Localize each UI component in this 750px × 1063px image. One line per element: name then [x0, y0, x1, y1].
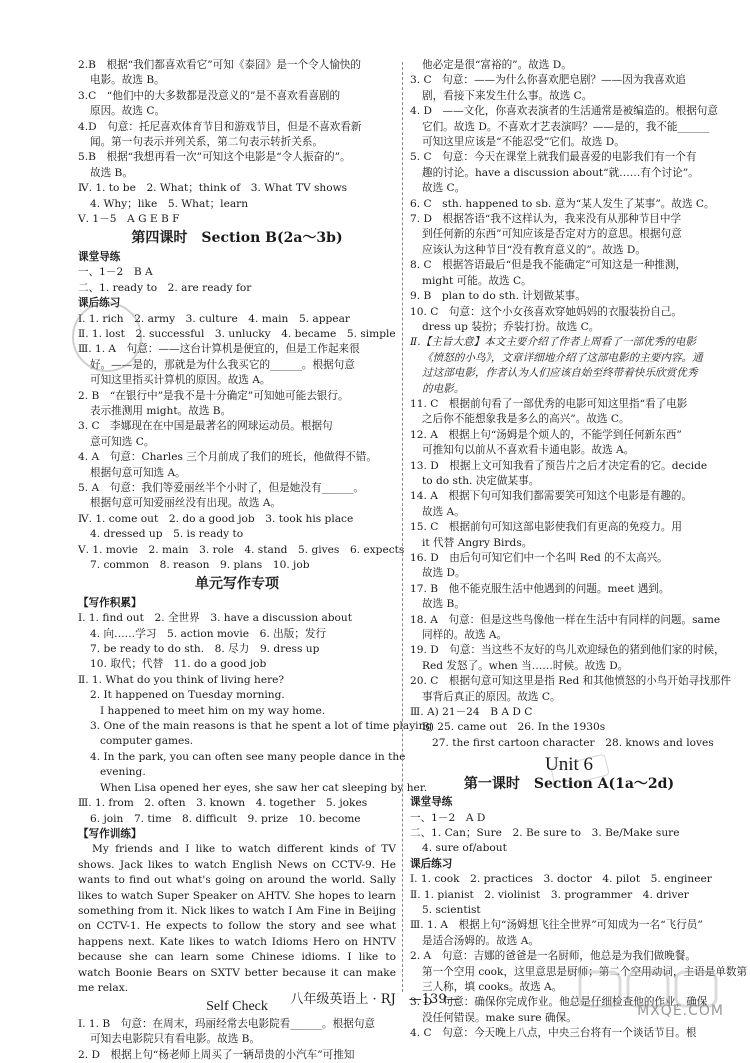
answer-line: 【写作训练】 — [78, 827, 142, 840]
answer-line: 闻。第一句表示并列关系，第二句表示转折关系。 — [90, 136, 324, 149]
answer-line: 4. D ——文化，你喜欢表演者的生活通常是被编造的。根据句意 — [410, 105, 718, 118]
answer-line: 【写作积累】 — [78, 596, 142, 609]
answer-line: 应该认为这种节目“没有教育意义的”。故选 D。 — [422, 243, 646, 256]
writing-essay — [78, 842, 396, 996]
answer-line: 3. C 李娜现在在中国是最著名的网球运动员。根据句 — [78, 420, 333, 433]
answer-line: 原因。故选 C。 — [90, 105, 166, 118]
answer-line: Ⅴ. 1. movie 2. main 3. role 4. stand 5. gives 6. expects — [78, 543, 405, 556]
self-check-lines — [78, 1017, 396, 1063]
answer-line: 课后练习 — [78, 297, 121, 310]
page-footer: 八年级英语上 · RJ —139— — [290, 992, 460, 1007]
answer-line: Ⅳ. 1. to be 2. What；think of 3. What TV shows — [78, 182, 348, 195]
answer-line: 4. sure of/about — [422, 842, 507, 855]
answer-line: 过这部电影，作者认为人们应该自始至终带着快乐欣赏优秀 — [422, 367, 698, 380]
answer-line: Ⅱ. 1. What do you think of living here? — [78, 673, 285, 686]
answer-line: 第一个空用 cook，这里意思是厨师；第二个空用动词，主语是单数第 — [422, 965, 748, 978]
answer-line: 的电影。 — [422, 382, 465, 395]
answer-line: When Lisa opened her eyes, she saw her cat sleeping by her. — [100, 781, 428, 794]
answer-line: 2. B “在银行中”是我不是十分确定”可知她可能去银行。 — [78, 389, 349, 402]
answer-line: 4. 向……学习 5. action movie 6. 出版；发行 — [90, 627, 327, 640]
answer-line: 12. A 根据上句“汤姆是个烦人的，不能学到任何新东西” — [410, 428, 682, 441]
answer-line: might 可能。故选 C。 — [422, 274, 532, 287]
answer-line: 课堂导练 — [78, 250, 121, 263]
answer-line: computer games. — [100, 735, 194, 748]
answer-line: 没任何错误。make sure 确保。 — [422, 1011, 577, 1024]
answer-line: 4. dressed up 5. is ready to — [90, 528, 244, 541]
watermark-text: MXQE.COM — [637, 1003, 724, 1019]
column-divider — [402, 62, 403, 992]
unit-title: Unit 6 — [544, 754, 594, 776]
answer-line: 6. C sth. happened to sb. 意为“某人发生了某事”。故选 C。 — [410, 197, 715, 210]
answer-line: 5.B 根据“我想再看一次”可知这个电影是“令人振奋的”。 — [78, 151, 351, 164]
answer-line: 故选 D。 — [422, 567, 466, 580]
answer-line: 3.C “他们中的大多数都是没意义的”是不喜欢看喜剧的 — [78, 89, 341, 102]
answer-line: 9. B plan to do sth. 计划做某事。 — [410, 290, 586, 303]
answer-line: 5. C 句意：今天在课堂上就我们最喜爱的电影我们有一个有 — [410, 151, 697, 164]
answer-line: 19. D 句意：当这些不友好的鸟儿欢迎绿色的猪到他们家的时候， — [410, 644, 725, 657]
answer-line: 可推知句以前从不喜欢看卡通电影。故选 A。 — [422, 444, 635, 457]
answer-line: 可知这里应该是“不能忍受”它们。故选 D。 — [422, 136, 625, 149]
answer-line: 趣的讨论。have a discussion about“就……有个讨论”。 — [422, 166, 699, 179]
answer-line: 好。——是的，那就是为什么我买它的______。根据句意 — [90, 358, 355, 371]
answer-line: 二、1. ready to 2. are ready for — [78, 281, 252, 294]
answer-line: 3. D 句意：确保你完成作业。他总是仔细检查他的作业，确保 — [410, 996, 708, 1009]
answer-line: dress up 装扮；乔装打扮。故选 C。 — [422, 320, 600, 333]
answer-line: 可知这里指买计算机的原因。故选 A。 — [90, 374, 271, 387]
answer-line: 13. D 根据上文可知我看了预告片之后才决定看的它。decide — [410, 459, 708, 472]
answer-line: 20. C 根据句意可知这里是指 Red 和其他愤怒的小鸟开始寻找那件 — [410, 675, 731, 688]
answer-line: 同样的。故选 A。 — [422, 629, 508, 642]
answer-line: I happened to meet him on my way home. — [100, 704, 326, 717]
answer-line: 7. be ready to do sth. 8. 尽力 9. dress up — [90, 643, 320, 656]
answer-line: 事背后真正的原因。故选 C。 — [422, 690, 561, 703]
right-column — [410, 58, 748, 1042]
answer-line: 16. D 由后句可知它们中一个名叫 Red 的不太高兴。 — [410, 552, 668, 564]
answer-line: 可知去电影院只有看电影。故选 B。 — [90, 1033, 261, 1046]
answer-line: 一、1－2 B A — [78, 266, 153, 279]
answer-line: 课后练习 — [410, 857, 453, 870]
answer-line: 15. C 根据前句可知这部电影使我们有更高的免疫力。用 — [410, 521, 682, 534]
answer-line: Red 发怒了。when 当……时候。故选 D。 — [422, 659, 629, 672]
answer-line: 4. C 句意：今天晚上八点，中央三台将有一个谈话节目。根 — [410, 1027, 697, 1040]
answer-line: 电影。故选 B。 — [90, 74, 165, 87]
answer-line: 17. B 他不能克服生活中他遇到的问题。meet 遇到。 — [410, 582, 670, 595]
answer-line: 故选 B。 — [422, 598, 465, 611]
answer-line: Ⅱ.【主旨大意】本文主要介绍了作者上周看了一部优秀的电影 — [410, 336, 697, 349]
answer-line: Ⅰ. 1. cook 2. practices 3. doctor 4. pilot 5. engineer — [410, 873, 712, 886]
answer-line: 5. A 句意：我们等爱丽丝半个小时了，但是她没有______。 — [78, 481, 364, 494]
answer-line: 故选 B。 — [90, 166, 133, 179]
answer-line: Ⅲ. A) 21－24 B A D C — [410, 706, 533, 719]
answer-line: B) 25. came out 26. In the 1930s — [422, 721, 606, 734]
answer-line: 7. D 根据答语“我不这样认为，我来没有从那种节目中学 — [410, 213, 682, 226]
answer-line: 它们。故选 D。不喜欢才艺表演吗？——是的，我不能______ — [422, 120, 710, 133]
answer-line: 2.B 根据“我们都喜欢看它”可知《泰囧》是一个令人愉快的 — [78, 59, 361, 71]
answer-line: 2. D 根据上句“杨老师上周买了一辆昂贵的小汽车”可推知 — [78, 1048, 355, 1061]
answer-line: it 代替 Angry Birds。 — [422, 536, 533, 549]
answer-line: 他必定是很“富裕的”。故选 D。 — [422, 59, 572, 71]
unit-section-heading: 第一课时 Section A(1a～2d) — [463, 775, 675, 792]
answer-line: evening. — [100, 766, 146, 779]
answer-line: Ⅴ. 1－5 A G E B F — [78, 213, 180, 226]
answer-line: Ⅲ. 1. from 2. often 3. known 4. together 5. jokes — [78, 797, 368, 810]
answer-line: Ⅰ. 1. find out 2. 全世界 3. have a discussion about — [78, 612, 352, 625]
answer-line: Ⅲ. 1. A 句意：——这台计算机是便宜的，但是工作起来很 — [78, 343, 360, 356]
answer-line: 到任何新的东西”可知应该是否定对方的意思。根据句意 — [422, 228, 682, 241]
answer-line: 4.D 句意：托尼喜欢体育节目和游戏节目，但是不喜欢看新 — [78, 120, 362, 133]
answer-line: 3. C 句意：——为什么你喜欢肥皂剧？——因为我喜欢追 — [410, 74, 686, 87]
answer-line: 3. One of the main reasons is that he spent a lot of time playing — [90, 720, 433, 733]
answer-line: 表示推测用 might。故选 B。 — [90, 404, 232, 417]
faded-stamp — [72, 302, 142, 372]
self-check-title: Self Check — [206, 999, 268, 1015]
answer-line: 《愤怒的小鸟》，文章详细地介绍了这部电影的主要内容。通 — [422, 351, 703, 364]
answer-line: 10. C 句意：这个小女孩喜欢穿她妈妈的衣服装扮自己。 — [410, 305, 682, 318]
answer-line: 11. C 根据前句看了一部优秀的电影可知这里指“看了电影 — [410, 397, 688, 410]
left-answer-lines — [78, 58, 433, 842]
answer-line: 14. A 根据下句可知我们都需要笑可知这个电影是有趣的。 — [410, 490, 693, 503]
answer-line: 4. Why；like 5. What；learn — [90, 197, 249, 210]
answer-line: 剧，看接下来发生什么事。故选 C。 — [422, 89, 593, 102]
answer-line: 第四课时 Section B(2a～3b) — [131, 230, 343, 247]
answer-line: 三人称，填 cooks。故选 A。 — [422, 980, 563, 993]
answer-line: 是适合汤姆的。故选 A。 — [422, 934, 539, 947]
answer-line: 意可知选 C。 — [90, 435, 155, 448]
answer-line: 二、1. Can；Sure 2. Be sure to 3. Be/Make sure — [410, 826, 680, 839]
answer-line: 18. A 句意：但是这些鸟像他一样在生活中有同样的问题。same — [410, 613, 721, 626]
answer-line: 5. scientist — [422, 903, 481, 916]
essay-paragraph: My friends and I like to watch different kinds of TV shows. Jack likes to watch English News on CCTV-9. He wants to find out what's going on around the world. Sally likes to watch Super Speaker on AHTV. She hopes to learn something from it. Nick likes to watch I Am Fine in Beijing on CCTV-1. He expects to follow the story and see what happens next. Kate likes to watch Idioms Hero on HNTV because she can learn some Chinese idioms. I like to watch Boonie Bears on SXTV better because it can make me relax. — [78, 843, 396, 994]
answer-line: 6. join 7. time 8. difficult 9. prize 10. become — [90, 812, 361, 825]
answer-line: 故选 A。 — [422, 505, 465, 518]
answer-line: Ⅱ. 1. lost 2. successful 3. unlucky 4. became 5. simple — [78, 327, 396, 340]
answer-line: 之后你不能想象我是多么的高兴”。故选 C。 — [422, 413, 630, 426]
answer-line: 根据句意可知选 A。 — [90, 466, 186, 479]
answer-line: 2. It happened on Tuesday morning. — [90, 689, 285, 702]
answer-line: 一、1－2 A D — [410, 811, 486, 824]
answer-line: 27. the first cartoon character 28. knows and loves — [432, 736, 714, 749]
answer-line: Ⅰ. 1. rich 2. army 3. culture 4. main 5. appear — [78, 312, 350, 325]
answer-line: Ⅲ. 1. A 根据上句“汤姆想飞往全世界”可知成为一名“飞行员” — [410, 919, 703, 932]
answer-line: Ⅱ. 1. pianist 2. violinist 3. programmer 4. driver — [410, 888, 689, 901]
answer-line: 2. A 句意：吉娜的爸爸是一名厨师，他总是为我们做晚餐。 — [410, 950, 696, 963]
left-column — [78, 58, 433, 1063]
answer-line: 8. C 根据答语最后“但是我不能确定”可知这是一种推测， — [410, 259, 687, 272]
right-answer-lines — [410, 58, 731, 751]
answer-line: 根据句意可知爱丽丝没有出现。故选 A。 — [90, 497, 282, 510]
answer-line: 课堂导练 — [410, 796, 453, 809]
answer-line: to do sth. 决定做某事。 — [422, 474, 540, 487]
answer-line: 10. 取代；代替 11. do a good job — [90, 658, 267, 671]
answer-line: 4. In the park, you can often see many people dance in the — [90, 750, 406, 763]
answer-line: 单元写作专项 — [195, 576, 279, 593]
answer-line: 7. common 8. reason 9. plans 10. job — [90, 559, 310, 571]
answer-line: 故选 C。 — [422, 182, 466, 195]
answer-line: Ⅰ. 1. B 句意：在周末，玛丽经常去电影院看______。根据句意 — [78, 1017, 376, 1030]
answer-line: Ⅳ. 1. come out 2. do a good job 3. took his place — [78, 512, 354, 525]
answer-line: 4. A 句意：Charles 三个月前成了我们的班长，他做得不错。 — [78, 451, 377, 464]
